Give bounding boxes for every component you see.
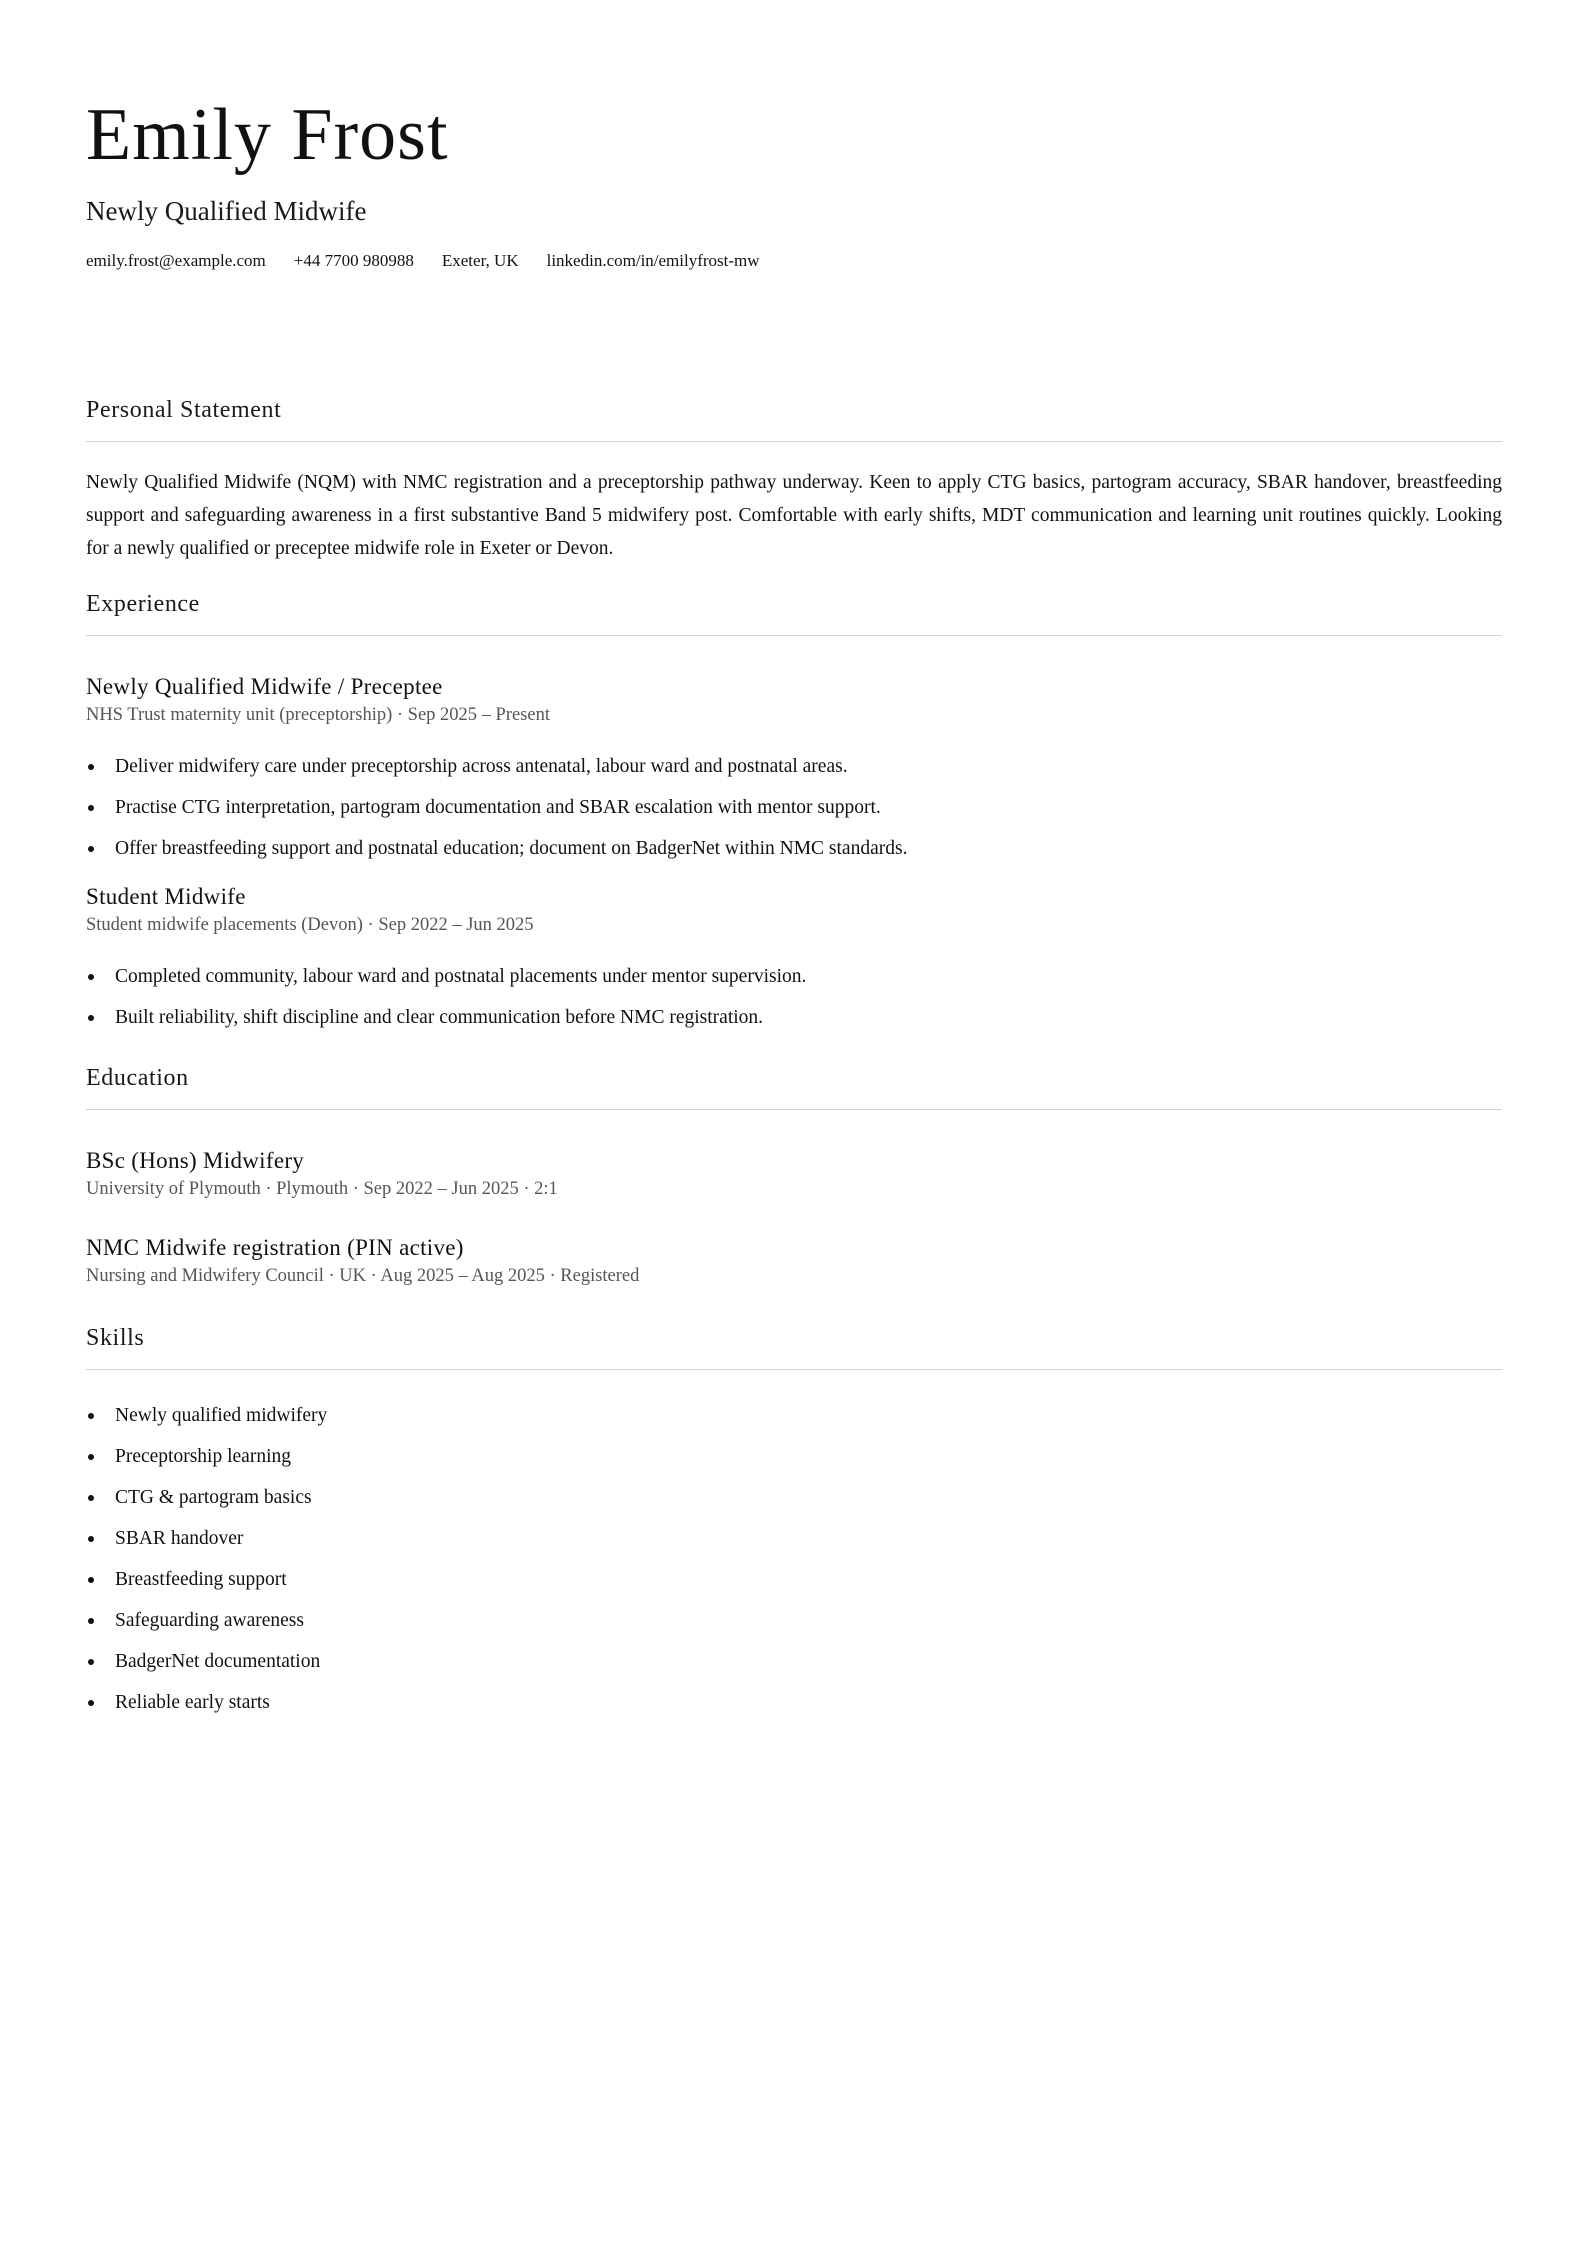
- job-title: Student Midwife: [86, 884, 246, 909]
- section-experience: [86, 589, 1502, 1038]
- contact-phone[interactable]: +44 7700 980988: [293, 251, 414, 270]
- statement-text: Newly Qualified Midwife (NQM) with NMC registration and a preceptorship pathway underway. Keen to apply CTG basics, partogram accuracy, SBAR handover, breastfeeding support and safeguarding awareness in a first substantive Band 5 midwifery post. Comfortable with early shifts, MDT communication and learning unit routines quickly. Looking for a newly qualified or preceptee midwife role in Exeter or Devon.: [86, 472, 1502, 559]
- resume-header: [86, 0, 1502, 272]
- education-entry: [86, 1146, 1502, 1202]
- list-item: Newly qualified midwifery: [86, 1395, 1502, 1436]
- list-item: BadgerNet documentation: [86, 1641, 1502, 1682]
- list-item: Preceptorship learning: [86, 1436, 1502, 1477]
- contact-linkedin[interactable]: linkedin.com/in/emilyfrost-mw: [546, 251, 760, 270]
- candidate-title: Newly Qualified Midwife: [86, 196, 367, 226]
- list-item: Offer breastfeeding support and postnatal education; document on BadgerNet within NMC standards.: [86, 828, 1502, 869]
- education-meta: University of Plymouth · Plymouth · Sep 2022 – Jun 2025 · 2:1: [86, 1179, 558, 1199]
- education-meta: Nursing and Midwifery Council · UK · Aug 2025 – Aug 2025 · Registered: [86, 1266, 640, 1286]
- contact-location: Exeter, UK: [441, 251, 519, 270]
- section-heading: Experience: [86, 589, 1502, 636]
- job-bullets: [86, 956, 1502, 1038]
- job-meta: Student midwife placements (Devon) · Sep 2022 – Jun 2025: [86, 915, 534, 935]
- list-item: Built reliability, shift discipline and clear communication before NMC registration.: [86, 997, 1502, 1038]
- list-item: SBAR handover: [86, 1518, 1502, 1559]
- education-title: NMC Midwife registration (PIN active): [86, 1235, 464, 1260]
- education-title: BSc (Hons) Midwifery: [86, 1148, 305, 1173]
- candidate-name: Emily Frost: [86, 94, 449, 176]
- list-item: Completed community, labour ward and postnatal placements under mentor supervision.: [86, 956, 1502, 997]
- list-item: Breastfeeding support: [86, 1559, 1502, 1600]
- section-education: [86, 1063, 1502, 1289]
- list-item: Reliable early starts: [86, 1682, 1502, 1723]
- list-item: Practise CTG interpretation, partogram documentation and SBAR escalation with mentor support.: [86, 787, 1502, 828]
- list-item: Safeguarding awareness: [86, 1600, 1502, 1641]
- job-bullets: [86, 746, 1502, 869]
- contact-line: [86, 250, 1502, 272]
- education-entry: [86, 1233, 1502, 1289]
- job-entry: [86, 672, 1502, 869]
- job-entry: [86, 882, 1502, 1038]
- section-heading: Personal Statement: [86, 395, 1502, 442]
- list-item: CTG & partogram basics: [86, 1477, 1502, 1518]
- section-heading: Skills: [86, 1323, 1502, 1370]
- list-item: Deliver midwifery care under preceptorship across antenatal, labour ward and postnatal areas.: [86, 746, 1502, 787]
- skills-list: [86, 1395, 1502, 1723]
- section-skills: [86, 1323, 1502, 1723]
- job-meta: NHS Trust maternity unit (preceptorship) · Sep 2025 – Present: [86, 705, 550, 725]
- section-heading: Education: [86, 1063, 1502, 1110]
- contact-email[interactable]: emily.frost@example.com: [86, 251, 266, 270]
- job-title: Newly Qualified Midwife / Preceptee: [86, 674, 443, 699]
- section-personal-statement: [86, 395, 1502, 565]
